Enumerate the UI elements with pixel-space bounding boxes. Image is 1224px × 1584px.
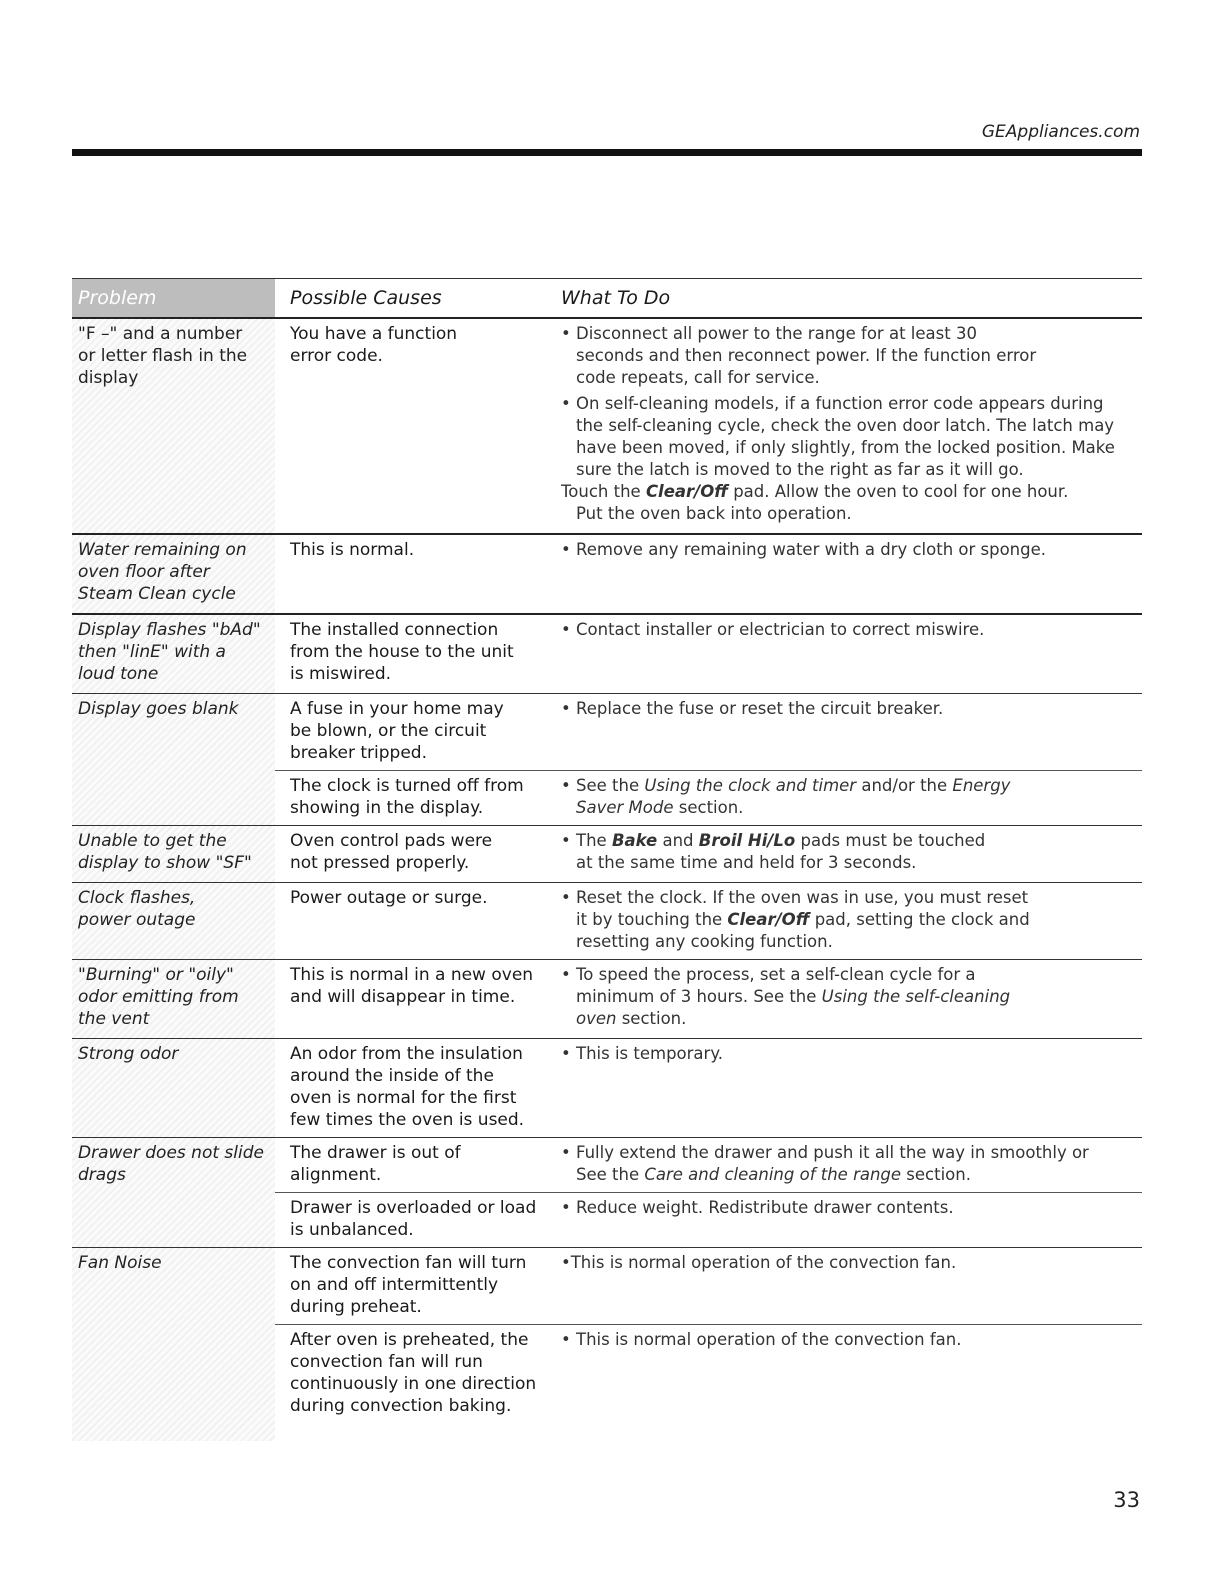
problem-cell: Fan Noise (72, 1248, 275, 1441)
problem-cell (72, 826, 275, 882)
table-row (72, 960, 1142, 1039)
todo-cell: • This is temporary. (561, 1044, 723, 1063)
todo-text: Reduce weight. Redistribute drawer contents. (576, 1198, 954, 1217)
problem-cell (72, 319, 275, 533)
todo-cell: •This is normal operation of the convection fan. (561, 1253, 957, 1272)
todo-extra: Touch the Clear/Off pad. Allow the oven to cool for one hour. (561, 482, 1069, 501)
todo-cell: • Remove any remaining water with a dry cloth or sponge. (561, 540, 1047, 559)
todo-cell: • The Bake and Broil Hi/Lo pads must be touched at the same time and held for 3 seconds. (545, 826, 1142, 880)
header-problem: Problem (72, 279, 275, 317)
problem-cell (72, 883, 275, 959)
header-possible-causes: Possible Causes (290, 287, 442, 309)
cause-text: Oven control pads were not pressed properly. (290, 831, 493, 873)
todo-cell: • Reset the clock. If the oven was in use, you must reset it by touching the Clear/Off pad, setting the clock and resetting any cooking function. (545, 883, 1142, 959)
cause-text: The convection fan will turn on and off intermittently during preheat. (290, 1253, 527, 1317)
todo-text: See the Using the clock and timer and/or the Energy Saver Mode section. (576, 776, 1011, 817)
problem-text: Unable to get the display to show "SF" (78, 831, 252, 873)
header-rule (72, 149, 1142, 156)
todo-text: This is normal operation of the convection fan. (576, 1330, 962, 1349)
problem-text: Water remaining on oven floor after Steam Clean cycle (78, 540, 247, 604)
header-what-to-do: What To Do (561, 287, 671, 309)
table-row (72, 1248, 1142, 1441)
table-row (72, 615, 1142, 694)
problem-text: "Burning" or "oily" odor emitting from the vent (78, 965, 239, 1029)
problem-cell: Strong odor (72, 1039, 275, 1137)
cause-cell: Power outage or surge. (290, 888, 488, 908)
cause-text: This is normal in a new oven and will disappear in time. (290, 965, 534, 1007)
problem-text: Clock flashes, power outage (78, 888, 196, 930)
table-row (72, 319, 1142, 535)
cause-cell: This is normal. (290, 540, 415, 560)
todo-cell: • See the Using the clock and timer and/or the Energy Saver Mode section. (545, 771, 1142, 825)
cause-text: A fuse in your home may be blown, or the circuit breaker tripped. (290, 699, 504, 763)
cause-cell (275, 1138, 545, 1192)
troubleshooting-table (72, 278, 1142, 1441)
cause-cell (275, 1325, 545, 1441)
todo-cell: • To speed the process, set a self-clean cycle for a minimum of 3 hours. See the Using the self-cleaning oven section. (545, 960, 1142, 1036)
cause-text: Drawer is overloaded or load is unbalanced. (290, 1198, 537, 1240)
table-row (72, 1039, 1142, 1138)
todo-text: Reset the clock. If the oven was in use, you must reset it by touching the Clear/Off pad, setting the clock and resetting any cooking function. (576, 888, 1030, 951)
table-row (72, 535, 1142, 615)
cause-text: After oven is preheated, the convection fan will run continuously in one direction during convection baking. (290, 1330, 537, 1416)
problem-cell (72, 535, 275, 613)
problem-text: "F –" and a number or letter flash in the display (78, 324, 248, 388)
problem-text: Drawer does not slide drags (78, 1143, 264, 1185)
cause-cell (275, 826, 545, 880)
cause-cell (275, 771, 545, 825)
cause-cell (275, 960, 545, 1036)
problem-cell (72, 615, 275, 693)
cause-text: An odor from the insulation around the inside of the oven is normal for the first few times the oven is used. (290, 1044, 525, 1130)
todo-cell: • Contact installer or electrician to correct miswire. (561, 620, 985, 639)
todo-text: Disconnect all power to the range for at least 30 seconds and then reconnect power. If the function error code repeats, call for service. (576, 324, 1037, 387)
table-header (72, 279, 1142, 319)
cause-text: The clock is turned off from showing in the display. (290, 776, 524, 818)
todo-cell: • Replace the fuse or reset the circuit breaker. (561, 699, 944, 718)
cause-cell (275, 615, 545, 691)
todo-text: Contact installer or electrician to correct miswire. (576, 620, 985, 639)
todo-text: On self-cleaning models, if a function error code appears during the self-cleaning cycle, check the oven door latch. The latch may have been moved, if only slightly, from the locked position. Make sure the latch is moved to the right as far as it will go. (576, 394, 1115, 479)
cause-cell (275, 319, 545, 533)
todo-text: To speed the process, set a self-clean cycle for a minimum of 3 hours. See the Using the self-cleaning oven section. (576, 965, 1011, 1028)
cause-cell (275, 1039, 545, 1137)
cause-text: You have a function error code. (290, 324, 458, 366)
todo-text: Fully extend the drawer and push it all the way in smoothly or See the Care and cleaning of the range section. (576, 1143, 1089, 1184)
todo-text: Remove any remaining water with a dry cloth or sponge. (576, 540, 1047, 559)
problem-cell (72, 960, 275, 1038)
table-row (72, 826, 1142, 883)
todo-cell: • Reduce weight. Redistribute drawer contents. (561, 1198, 954, 1217)
table-row (72, 883, 1142, 960)
page-number: 33 (1113, 1488, 1140, 1512)
cause-cell (275, 1193, 545, 1247)
todo-extra-line2: Put the oven back into operation. (576, 504, 852, 523)
table-row (72, 694, 1142, 826)
table-row (72, 1138, 1142, 1248)
todo-text: The Bake and Broil Hi/Lo pads must be touched at the same time and held for 3 seconds. (576, 831, 986, 872)
problem-text: Display flashes "bAd" then "linE" with a loud tone (78, 620, 261, 684)
cause-cell (275, 1248, 545, 1324)
todo-text: Replace the fuse or reset the circuit breaker. (576, 699, 944, 718)
problem-cell: Display goes blank (72, 694, 275, 825)
cause-text: The installed connection from the house to the unit is miswired. (290, 620, 514, 684)
cause-cell (275, 694, 545, 770)
todo-cell: • Fully extend the drawer and push it all the way in smoothly or See the Care and cleaning of the range section. (545, 1138, 1142, 1192)
todo-cell: • This is normal operation of the convection fan. (561, 1330, 962, 1349)
todo-cell: • Disconnect all power to the range for at least 30 seconds and then reconnect power. If the function error code repeats, call for service. • On self-cleaning models, if a function error code appears during the self-cleaning cycle, check the oven door latch. The latch may have been moved, if only slightly, from the locked position. Make sure the latch is moved to the right as far as it will go. Touch the Clear/Off pad. Allow the oven to cool for one hour. Put the oven back into operation. (545, 319, 1142, 533)
site-url: GEAppliances.com (981, 122, 1140, 142)
cause-text: The drawer is out of alignment. (290, 1143, 461, 1185)
problem-cell (72, 1138, 275, 1247)
todo-text: This is temporary. (576, 1044, 723, 1063)
